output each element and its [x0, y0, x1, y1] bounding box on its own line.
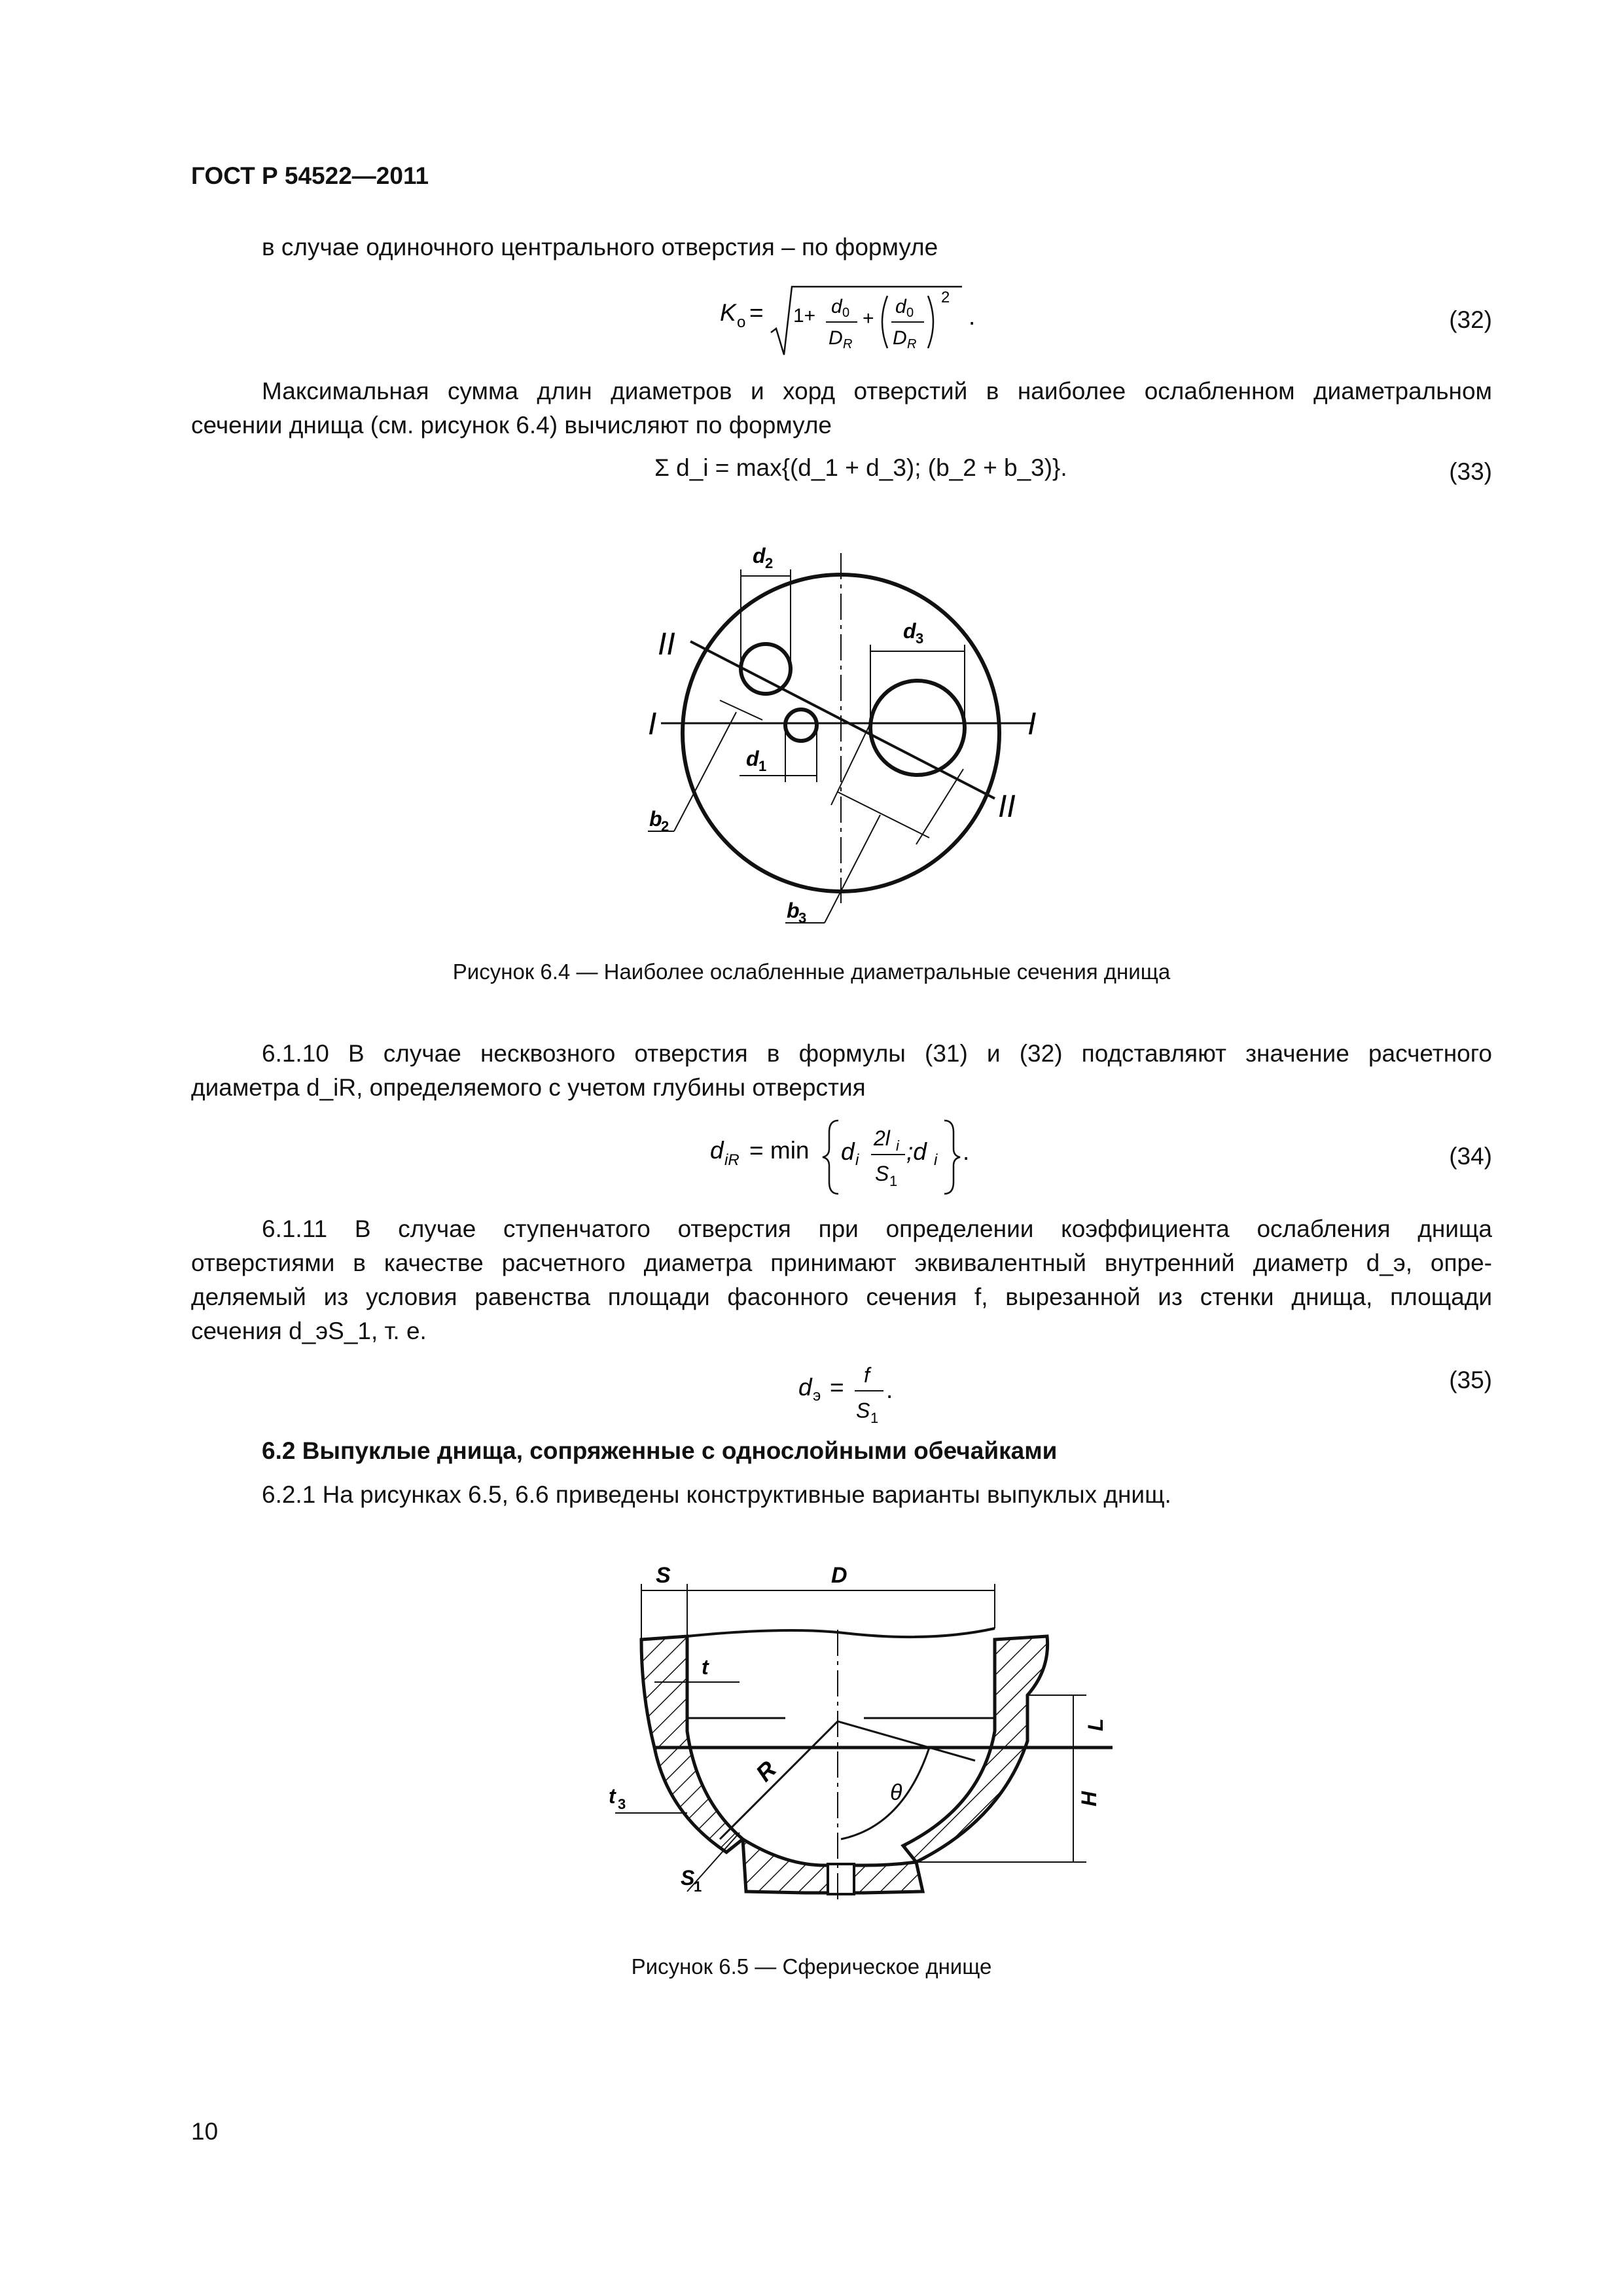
figure-6-4	[622, 524, 1080, 936]
eq32-den2-sub: R	[907, 337, 917, 351]
label-S: S	[656, 1563, 671, 1588]
paragraph-max-sum-line1: Максимальная сумма длин диаметров и хорд отверстий в наиболее ослабленном диаметральном	[262, 378, 1492, 404]
b3-dim-line	[838, 792, 929, 838]
eq32-paren-left	[882, 296, 887, 348]
eq34-sep: ;d	[906, 1138, 927, 1165]
label-b2-sub: 2	[661, 818, 669, 834]
equation-34-number: (34)	[1449, 1143, 1492, 1170]
radius-line	[720, 1721, 838, 1839]
label-b3-sub: 3	[798, 910, 807, 926]
top-break-line	[687, 1628, 995, 1637]
b3-leader	[825, 815, 880, 923]
label-I-left: I	[648, 707, 657, 742]
paragraph-6-2-1: 6.2.1 На рисунках 6.5, 6.6 приведены конструктивные варианты выпуклых днищ.	[262, 1481, 1171, 1508]
eq32-den2: D	[893, 327, 907, 349]
eq32-num1-sub: 0	[842, 306, 850, 320]
figure-6-5-caption: Рисунок 6.5 — Сферическое днище	[631, 1954, 992, 1979]
eq32-num2: d	[895, 296, 906, 317]
label-II-right: II	[998, 789, 1016, 824]
label-I-right: I	[1027, 707, 1037, 742]
theta-arc	[841, 1748, 929, 1839]
eq34-den-sub: 1	[889, 1173, 898, 1189]
b2-dim-line	[720, 700, 762, 720]
label-S1: S	[681, 1866, 695, 1890]
paragraph-6-1-11-line3: деляемый из условия равенства площади фасонного сечения f, вырезанной из стенки днища, площади	[191, 1283, 1492, 1310]
eq32-num2-sub: 0	[906, 306, 914, 320]
paragraph-max-sum-line2: сечении днища (см. рисунок 6.4) вычисляют по формуле	[191, 412, 832, 439]
label-S1-sub: 1	[694, 1878, 702, 1895]
label-II-left: II	[658, 627, 675, 662]
eq32-den1: D	[829, 327, 843, 349]
eq34-num: 2l	[874, 1126, 890, 1150]
paragraph-intro: в случае одиночного центрального отверстия – по формуле	[262, 234, 938, 260]
eq34-lhs: d	[710, 1137, 724, 1164]
paragraph-6-1-11-line4: сечения d_эS_1, т. е.	[191, 1318, 427, 1344]
eq35-den-sub: 1	[870, 1410, 879, 1426]
eq32-dot: .	[969, 303, 976, 330]
equation-33-number: (33)	[1449, 458, 1492, 485]
document-header: ГОСТ Р 54522—2011	[191, 162, 429, 189]
label-b3: b	[787, 899, 800, 922]
label-theta: θ	[890, 1780, 902, 1805]
eq34-lhs-sub: iR	[724, 1151, 740, 1169]
label-d3: d	[903, 619, 916, 643]
eq35-end: .	[886, 1376, 893, 1403]
label-t3-sub: 3	[618, 1796, 626, 1812]
hole-d2	[741, 644, 791, 694]
eq32-exponent: 2	[941, 289, 950, 306]
page-number: 10	[191, 2118, 219, 2145]
figure-6-5	[589, 1551, 1113, 1918]
equation-33: Σ d_i = max{(d_1 + d_3); (b_2 + b_3)}.	[654, 454, 1067, 481]
section-heading-6-2: 6.2 Выпуклые днища, сопряженные с однослойными обечайками	[262, 1437, 1058, 1464]
equation-32	[720, 281, 995, 360]
label-t: t	[702, 1655, 709, 1679]
label-R: R	[750, 1755, 782, 1787]
eq34-brace-right	[944, 1121, 960, 1194]
eq34-min: = min	[749, 1137, 810, 1164]
eq32-lhs: K	[720, 299, 736, 326]
central-hole	[828, 1864, 854, 1894]
label-d2-sub: 2	[765, 555, 774, 571]
equation-32-graphic	[720, 281, 995, 360]
paragraph-6-1-10-line2: диаметра d_iR, определяемого с учетом глубины отверстия	[191, 1074, 866, 1101]
equation-34	[710, 1113, 985, 1198]
paragraph-6-1-11-line1: 6.1.11 В случае ступенчатого отверстия при определении коэффициента ослабления днища	[262, 1215, 1492, 1242]
eq34-di: d	[841, 1138, 855, 1165]
label-H: H	[1077, 1791, 1101, 1806]
label-b2: b	[649, 807, 662, 831]
label-d2: d	[753, 544, 766, 567]
equation-32-number: (32)	[1449, 306, 1492, 333]
theta-ray	[838, 1721, 975, 1761]
equation-35	[798, 1355, 942, 1433]
label-d3-sub: 3	[916, 630, 924, 647]
b3-ext-left	[831, 723, 870, 805]
eq32-den1-sub: R	[843, 337, 853, 351]
paragraph-6-1-11-line2: отверстиями в качестве расчетного диаметра принимают эквивалентный внутренний диаметр d_э, опре-	[191, 1249, 1492, 1276]
eq34-di-sub: i	[855, 1151, 859, 1169]
eq32-plus: +	[863, 308, 874, 329]
figure-6-4-caption: Рисунок 6.4 — Наиболее ослабленные диаметральные сечения днища	[452, 960, 1171, 984]
label-t3: t	[609, 1784, 616, 1808]
equation-35-number: (35)	[1449, 1367, 1492, 1393]
hole-d3	[870, 681, 965, 775]
eq34-num-sub: i	[896, 1138, 899, 1154]
eq34-den: S	[875, 1162, 889, 1185]
shell-wall-left	[641, 1636, 743, 1852]
section-line-II	[690, 641, 995, 798]
eq34-sep-sub: i	[934, 1151, 938, 1169]
eq35-lhs-sub: э	[813, 1387, 821, 1405]
paragraph-6-1-10-line1: 6.1.10 В случае несквозного отверстия в формулы (31) и (32) подставляют значение расчетного	[262, 1040, 1492, 1067]
eq32-one: 1+	[793, 305, 816, 327]
hole-d1	[785, 709, 817, 741]
eq35-lhs: d	[798, 1374, 812, 1401]
eq32-equals: =	[749, 299, 764, 326]
eq32-lhs-sub: o	[737, 314, 746, 331]
eq32-paren-right	[928, 296, 933, 348]
label-D: D	[831, 1563, 847, 1588]
eq34-end: .	[963, 1138, 970, 1165]
eq35-num: f	[864, 1363, 870, 1387]
eq34-brace-left	[823, 1121, 838, 1194]
label-d1-sub: 1	[758, 758, 767, 774]
eq35-equals: =	[830, 1374, 844, 1401]
eq35-den: S	[856, 1399, 870, 1422]
label-L2: L	[1084, 1718, 1107, 1731]
b3-ext-right	[916, 769, 963, 844]
eq32-num1: d	[831, 296, 842, 317]
label-d1: d	[746, 747, 759, 770]
